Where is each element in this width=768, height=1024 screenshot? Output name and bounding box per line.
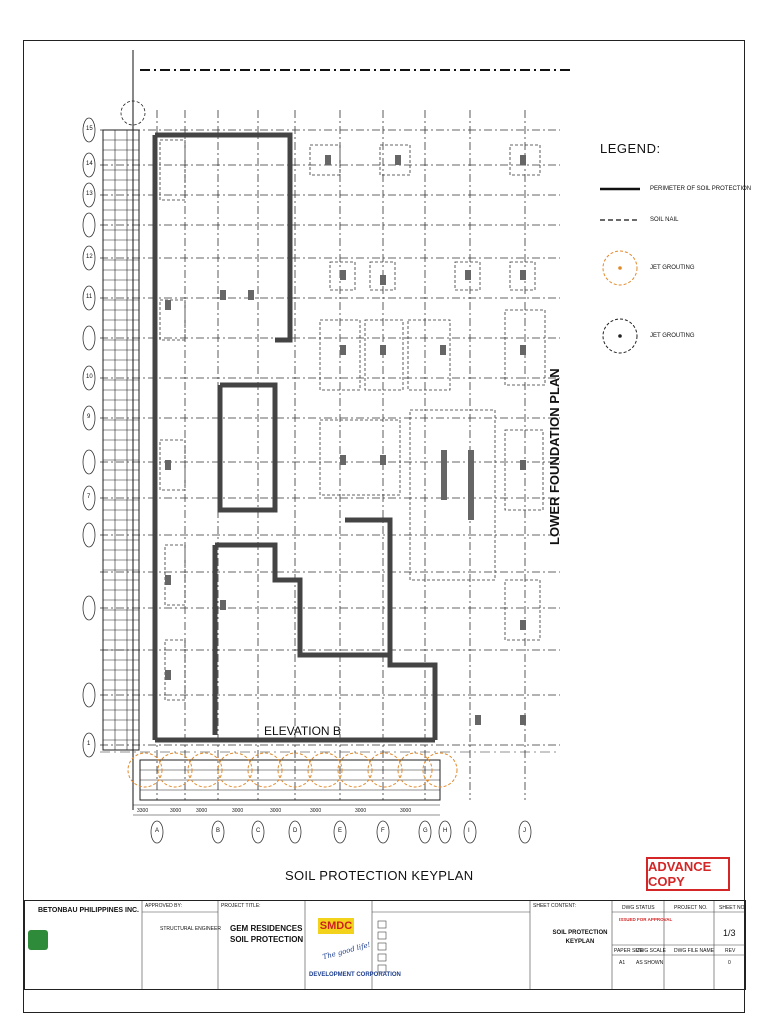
grid-label-bottom: D — [293, 828, 298, 834]
dimension-label: 3000 — [170, 808, 182, 814]
client-logo: SMDC — [319, 920, 353, 932]
grid-label-bottom: A — [155, 828, 160, 834]
dimension-label: 3000 — [400, 808, 412, 814]
dwg-scale-label: DWG SCALE — [636, 948, 667, 954]
project-title-label: PROJECT TITLE: — [221, 903, 261, 909]
grid-label-left: 11 — [86, 294, 93, 300]
company-logo-icon — [28, 930, 48, 950]
approved-by-label: APPROVED BY: — [145, 903, 182, 909]
grid-label-left: 9 — [87, 414, 91, 420]
rev-label: REV — [725, 948, 736, 954]
project-title-line2: SOIL PROTECTION — [230, 935, 304, 944]
legend-jet-grouting-label: JET GROUTING — [650, 265, 695, 271]
company-name: BETONBAU PHILIPPINES INC. — [38, 907, 139, 914]
grid-label-left: 13 — [86, 191, 93, 197]
sheet-content-line1: SOIL PROTECTION — [552, 930, 608, 936]
project-title — [230, 923, 303, 945]
grid-label-left: 12 — [86, 254, 93, 260]
legend-perimeter-label: PERIMETER OF SOIL PROTECTION — [650, 186, 752, 192]
grid-label-bottom: F — [381, 828, 385, 834]
plan-title: LOWER FOUNDATION PLAN — [547, 368, 562, 545]
dwg-file-name-label: DWG FILE NAME — [674, 948, 715, 954]
grid-label-bottom: H — [443, 828, 448, 834]
project-title-line1: GEM RESIDENCES — [230, 924, 303, 933]
project-no-label: PROJECT NO. — [674, 905, 708, 911]
sheet-no-label: SHEET NO. — [719, 905, 746, 911]
dimension-label: 3000 — [310, 808, 322, 814]
sheet-content-label: SHEET CONTENT: — [533, 903, 576, 909]
elevation-label: ELEVATION B — [264, 724, 341, 738]
grid-label-bottom: I — [468, 828, 470, 834]
sheet-content — [545, 929, 615, 947]
grid-label-left: 14 — [86, 161, 93, 167]
grid-label-left: 1 — [87, 741, 91, 747]
grid-label-bottom: G — [423, 828, 428, 834]
sheet-content-line2: KEYPLAN — [565, 939, 595, 945]
dwg-scale-value: AS SHOWN — [636, 960, 664, 966]
dimension-label: 3000 — [196, 808, 208, 814]
developer-name: DEVELOPMENT CORPORATION — [309, 972, 401, 978]
grid-label-left: 7 — [87, 494, 91, 500]
grid-label-bottom: J — [523, 828, 526, 834]
grid-label-left: 10 — [86, 374, 93, 380]
paper-size-value: A1 — [619, 960, 626, 966]
paper-size-label: PAPER SIZE — [614, 948, 644, 954]
keyplan-title: SOIL PROTECTION KEYPLAN — [285, 868, 474, 883]
legend-title: LEGEND: — [600, 141, 661, 156]
advance-copy-stamp: ADVANCE COPY — [646, 857, 730, 891]
grid-label-bottom: E — [338, 828, 343, 834]
dwg-status-value: ISSUED FOR APPROVAL — [619, 917, 673, 922]
dimension-label: 3000 — [270, 808, 282, 814]
structural-engineer-label: STRUCTURAL ENGINEER — [160, 926, 221, 932]
legend-jet-grouting-label: JET GROUTING — [650, 333, 695, 339]
legend-soil-nail-label: SOIL NAIL — [650, 217, 679, 223]
client-tagline: The good life! — [321, 940, 372, 962]
dimension-label: 3000 — [355, 808, 367, 814]
grid-label-left: 15 — [86, 126, 93, 132]
dimension-label: 3000 — [232, 808, 244, 814]
grid-label-bottom: B — [216, 828, 221, 834]
dimension-label: 3300 — [137, 808, 149, 814]
rev-value: 0 — [728, 960, 731, 966]
grid-label-bottom: C — [256, 828, 261, 834]
dwg-status-label: DWG STATUS — [622, 905, 655, 911]
sheet-no-value: 1/3 — [723, 928, 736, 938]
